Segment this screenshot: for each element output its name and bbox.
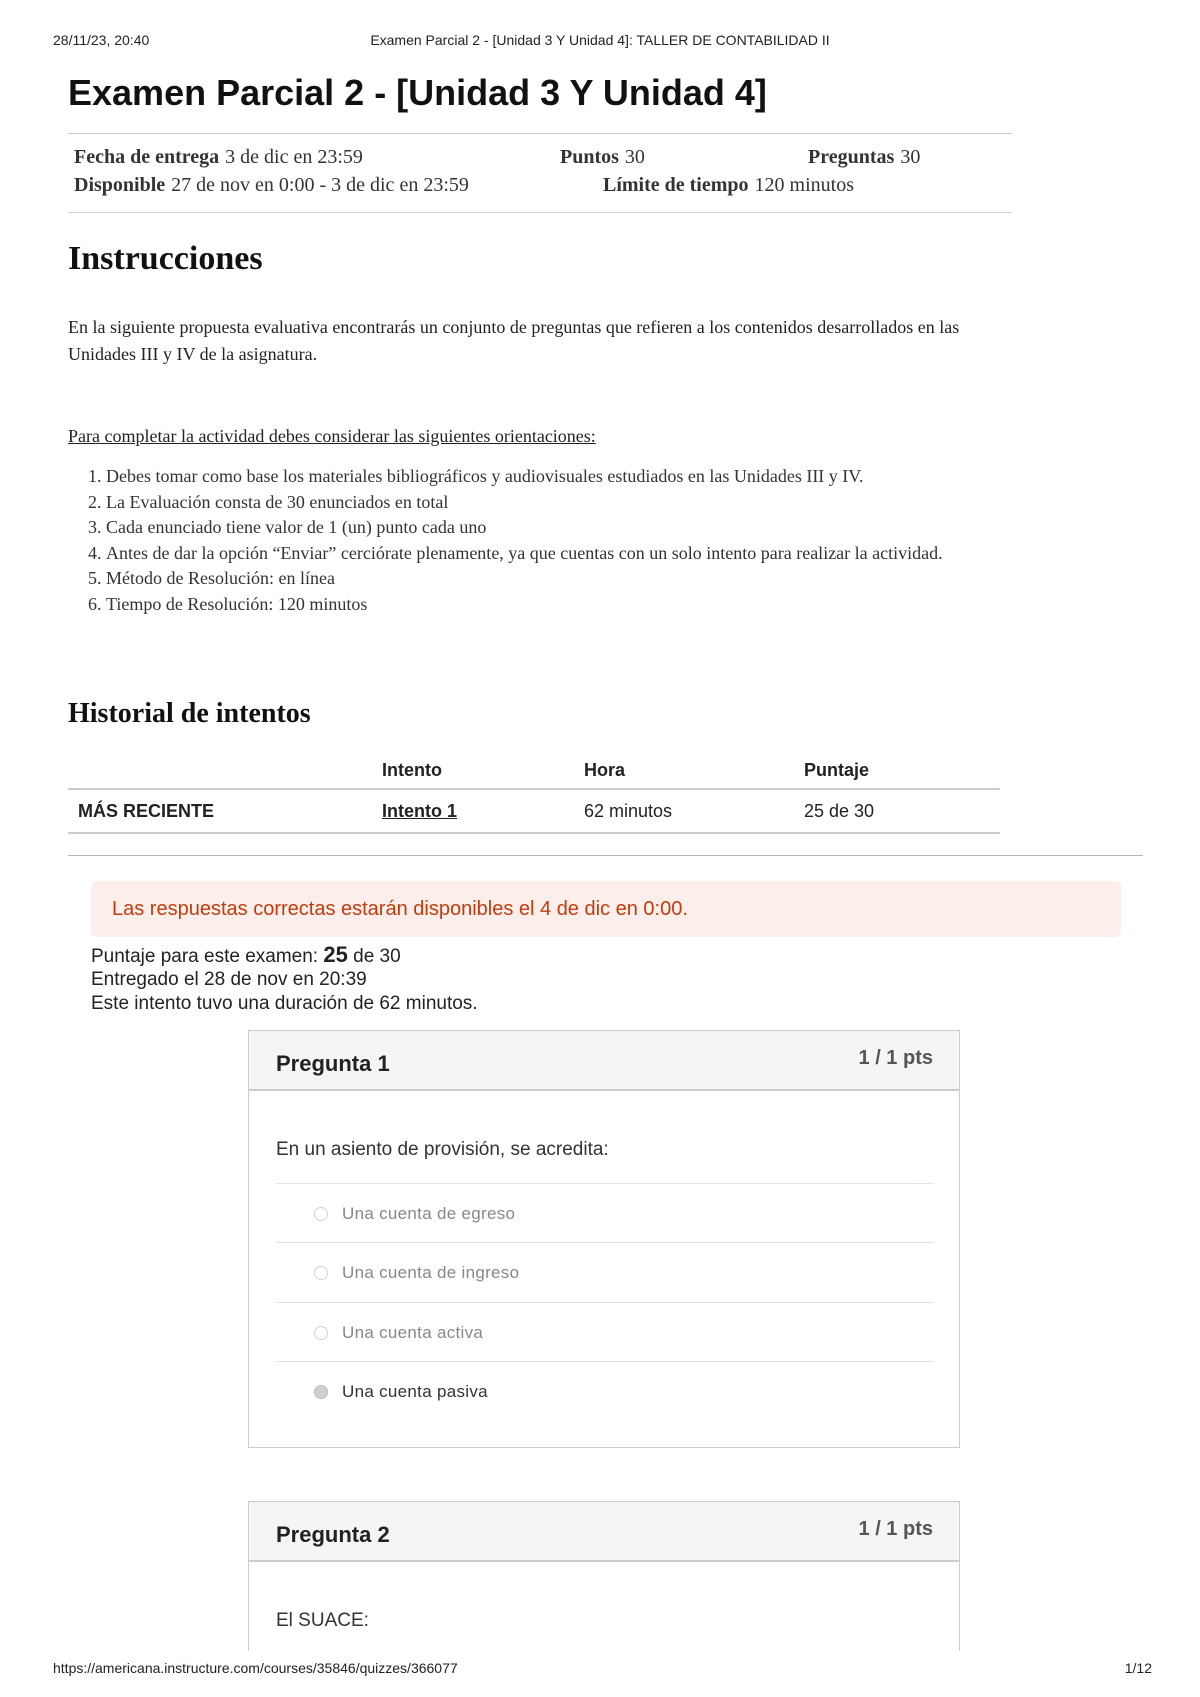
answer-label: Una cuenta activa: [342, 1323, 484, 1342]
meta-available-label: Disponible: [74, 174, 166, 196]
history-attempt-cell: [382, 789, 584, 833]
orientation-item: 6. Tiempo de Resolución: 120 minutos: [106, 592, 1026, 618]
instructions-heading: Instrucciones: [68, 240, 263, 277]
answer-label: Una cuenta pasiva: [342, 1382, 488, 1401]
orientation-item: 3. Cada enunciado tiene valor de 1 (un) punto cada uno: [106, 515, 1026, 541]
orientation-item: 2. La Evaluación consta de 30 enunciados en total: [106, 490, 1026, 516]
answer-option: [276, 1183, 934, 1242]
instructions-intro: En la siguiente propuesta evaluativa encontrarás un conjunto de preguntas que refieren a los contenidos desarrollados en las Unidades III y IV de la asignatura.: [68, 317, 960, 364]
meta-due-value: 3 de dic en 23:59: [225, 146, 363, 168]
question-text: En un asiento de provisión, se acredita:: [276, 1139, 609, 1160]
history-time: 62 minutos: [584, 789, 804, 833]
meta-questions-value: 30: [900, 146, 921, 168]
meta-due-label: Fecha de entrega: [74, 146, 220, 168]
history-table: [68, 752, 1000, 834]
meta-time-limit: [603, 174, 854, 197]
radio-button: [314, 1266, 328, 1280]
history-col-empty: [68, 752, 382, 789]
attempt-duration: Este intento tuvo una duración de 62 minutos.: [91, 993, 478, 1014]
question-text: El SUACE:: [276, 1610, 369, 1631]
question-title: Pregunta 1: [276, 1051, 390, 1076]
history-col-time: Hora: [584, 752, 804, 789]
history-score: 25 de 30: [804, 789, 1000, 833]
history-heading: Historial de intentos: [68, 698, 311, 729]
orientation-item: 1. Debes tomar como base los materiales bibliográficos y audiovisuales estudiados en las Unidades III y IV.: [106, 464, 1026, 490]
question-card: [248, 1501, 960, 1651]
score-prefix: Puntaje para este examen:: [91, 946, 319, 967]
history-row-label: MÁS RECIENTE: [68, 789, 382, 833]
print-url: https://americana.instructure.com/courses/35846/quizzes/366077: [53, 1660, 458, 1676]
attempt-link[interactable]: Intento 1: [382, 800, 457, 821]
answer-label: Una cuenta de ingreso: [342, 1263, 520, 1282]
radio-button: [314, 1207, 328, 1221]
score-summary: [91, 942, 401, 968]
orientations-title: Para completar la actividad debes considerar las siguientes orientaciones:: [68, 426, 596, 446]
meta-points: [560, 146, 645, 169]
print-doc-title: Examen Parcial 2 - [Unidad 3 Y Unidad 4]: TALLER DE CONTABILIDAD II: [370, 32, 830, 48]
meta-time-limit-value: 120 minutos: [754, 174, 854, 196]
question-card: [248, 1030, 960, 1448]
answer-option-selected: [276, 1361, 934, 1420]
meta-available: [74, 174, 469, 197]
question-points: 1 / 1 pts: [858, 1047, 933, 1069]
meta-questions-label: Preguntas: [808, 146, 895, 168]
orientation-item: 5. Método de Resolución: en línea: [106, 566, 1026, 592]
quiz-meta: [68, 133, 1012, 213]
page-title: Examen Parcial 2 - [Unidad 3 Y Unidad 4]: [68, 72, 767, 113]
score-suffix: de 30: [353, 946, 401, 967]
print-datetime: 28/11/23, 20:40: [53, 32, 150, 48]
orientation-item: 4. Antes de dar la opción “Enviar” cerciórate plenamente, ya que cuentas con un solo intento para realizar la actividad.: [106, 541, 1026, 567]
meta-time-limit-label: Límite de tiempo: [603, 174, 749, 196]
print-page-number: 1/12: [1124, 1660, 1152, 1676]
score-value: 25: [323, 942, 348, 967]
radio-button: [314, 1326, 328, 1340]
table-row: [68, 789, 1000, 833]
meta-available-value: 27 de nov en 0:00 - 3 de dic en 23:59: [171, 174, 469, 196]
print-footer: [0, 1660, 1200, 1680]
radio-button-selected: [314, 1385, 328, 1399]
meta-due: [74, 146, 363, 169]
meta-points-label: Puntos: [560, 146, 619, 168]
answer-option: [276, 1302, 934, 1361]
orientations-list: [68, 464, 1026, 617]
print-header: [0, 32, 1200, 52]
question-header: [249, 1502, 959, 1562]
meta-questions: [808, 146, 920, 169]
history-col-score: Puntaje: [804, 752, 1000, 789]
history-col-attempt: Intento: [382, 752, 584, 789]
question-title: Pregunta 2: [276, 1522, 390, 1547]
submitted-date: Entregado el 28 de nov en 20:39: [91, 969, 367, 990]
meta-points-value: 30: [624, 146, 645, 168]
answer-label: Una cuenta de egreso: [342, 1204, 516, 1223]
answer-option: [276, 1242, 934, 1301]
divider: [68, 855, 1143, 856]
answers-availability-alert: Las respuestas correctas estarán disponibles el 4 de dic en 0:00.: [91, 881, 1121, 937]
history-header-row: [68, 752, 1000, 789]
question-points: 1 / 1 pts: [858, 1518, 933, 1540]
question-header: [249, 1031, 959, 1091]
